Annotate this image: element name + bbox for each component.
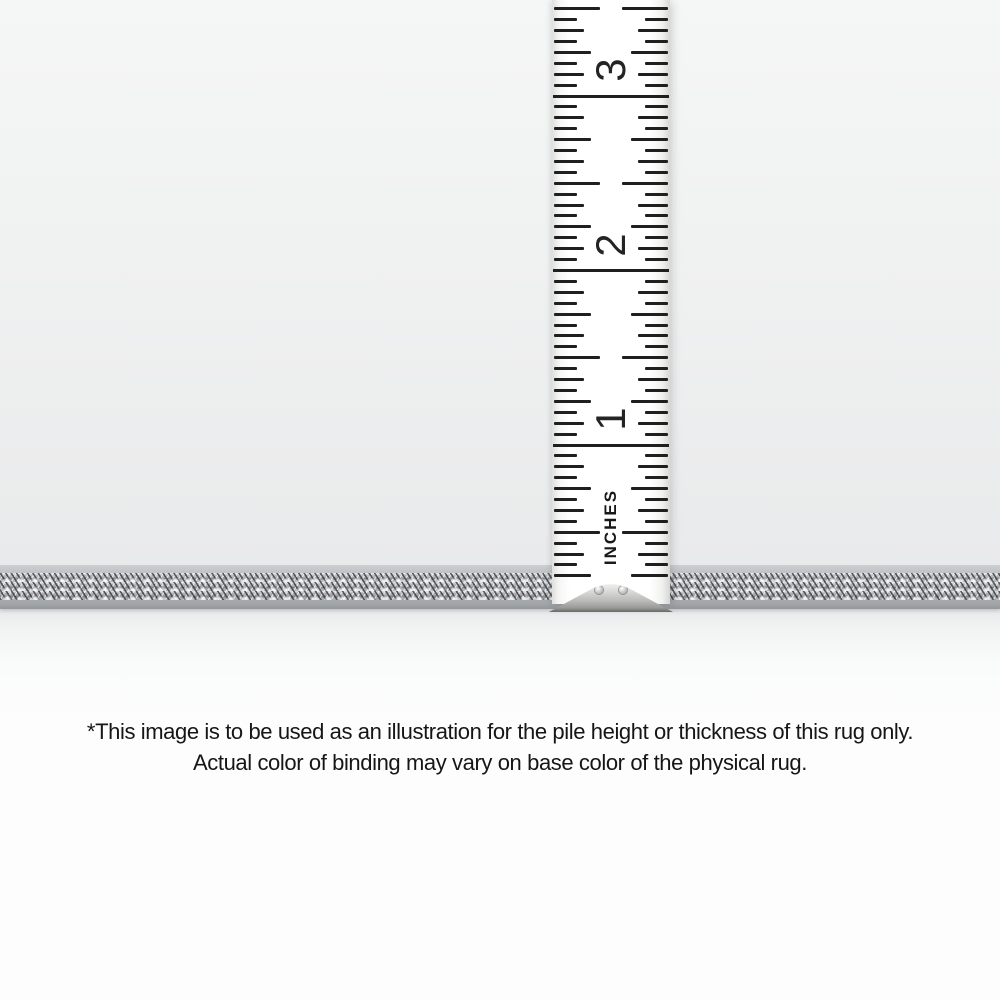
tick-mark	[638, 116, 668, 119]
tick-mark	[631, 313, 668, 316]
tick-mark	[554, 542, 577, 545]
tick-mark	[554, 487, 591, 490]
tick-mark	[645, 40, 668, 43]
tick-mark	[554, 531, 600, 534]
tick-mark	[638, 160, 668, 163]
tick-mark	[638, 29, 668, 32]
tick-mark	[645, 345, 668, 348]
tick-mark	[645, 411, 668, 414]
tick-mark	[554, 7, 600, 10]
tick-mark	[554, 171, 577, 174]
tick-mark	[631, 400, 668, 403]
tick-mark	[645, 258, 668, 261]
tick-mark	[622, 7, 668, 10]
rivet-icon	[619, 586, 627, 594]
rug-bottom-edge	[0, 599, 1000, 609]
tick-mark	[554, 356, 600, 359]
tick-mark	[554, 411, 577, 414]
tick-mark	[638, 553, 668, 556]
tick-mark	[554, 105, 577, 108]
tick-mark	[645, 171, 668, 174]
tick-mark	[554, 18, 577, 21]
tick-mark	[554, 247, 584, 250]
tick-mark	[554, 149, 577, 152]
tick-mark	[638, 422, 668, 425]
tick-mark	[645, 520, 668, 523]
disclaimer-line-2: Actual color of binding may vary on base color of the physical rug.	[193, 750, 807, 775]
tick-mark	[638, 465, 668, 468]
tick-mark	[554, 116, 584, 119]
tick-mark	[554, 454, 577, 457]
tick-mark	[554, 465, 584, 468]
tick-mark	[554, 389, 577, 392]
tick-mark	[638, 378, 668, 381]
tick-mark	[645, 542, 668, 545]
background-lower	[0, 609, 1000, 1000]
tick-mark	[645, 280, 668, 283]
tick-mark	[554, 378, 584, 381]
tick-mark	[554, 433, 577, 436]
tick-mark	[631, 574, 668, 577]
tick-mark	[638, 291, 668, 294]
inch-line	[553, 444, 669, 447]
tick-mark	[631, 487, 668, 490]
rug-strip	[0, 565, 1000, 609]
tick-mark	[554, 258, 577, 261]
tick-mark	[638, 73, 668, 76]
tick-mark	[645, 149, 668, 152]
tick-mark	[638, 204, 668, 207]
inches-label: INCHES	[601, 488, 620, 566]
tick-mark	[554, 182, 600, 185]
tick-mark	[554, 204, 584, 207]
tick-mark	[622, 182, 668, 185]
tick-mark	[631, 51, 668, 54]
tick-mark	[645, 302, 668, 305]
tick-mark	[554, 302, 577, 305]
disclaimer-text	[0, 716, 1000, 778]
tick-mark	[645, 324, 668, 327]
tick-mark	[638, 509, 668, 512]
tick-mark	[645, 236, 668, 239]
rivet-icon	[595, 586, 603, 594]
tick-mark	[638, 334, 668, 337]
tick-mark	[554, 367, 577, 370]
tick-mark	[554, 29, 584, 32]
tick-mark	[554, 422, 584, 425]
tick-mark	[645, 389, 668, 392]
tick-mark	[554, 520, 577, 523]
inch-number: 3	[587, 58, 634, 82]
tick-mark	[645, 105, 668, 108]
tick-mark	[554, 291, 584, 294]
tick-mark	[554, 40, 577, 43]
tick-mark	[645, 563, 668, 566]
inch-line	[553, 269, 669, 272]
tick-mark	[554, 280, 577, 283]
tick-mark	[554, 345, 577, 348]
tick-mark	[645, 476, 668, 479]
tick-mark	[645, 367, 668, 370]
tick-mark	[554, 225, 591, 228]
tick-mark	[645, 193, 668, 196]
tick-mark	[638, 247, 668, 250]
tick-mark	[645, 84, 668, 87]
tick-mark	[554, 84, 577, 87]
tick-mark	[631, 138, 668, 141]
tick-mark	[554, 509, 584, 512]
tick-mark	[554, 160, 584, 163]
inch-number: 2	[587, 232, 634, 257]
tick-mark	[554, 62, 577, 65]
tick-mark	[622, 531, 668, 534]
tick-mark	[645, 214, 668, 217]
disclaimer-line-1: *This image is to be used as an illustration for the pile height or thickness of this rug only.	[86, 719, 914, 744]
tick-mark	[554, 313, 591, 316]
tick-mark	[554, 138, 591, 141]
tick-mark	[554, 193, 577, 196]
inch-number: 1	[587, 407, 634, 431]
tick-mark	[554, 127, 577, 130]
tick-mark	[554, 498, 577, 501]
measuring-tape	[552, 0, 670, 604]
tick-mark	[554, 73, 584, 76]
tick-mark	[554, 214, 577, 217]
tick-mark	[554, 51, 591, 54]
tick-mark	[554, 400, 591, 403]
rug-weave-texture	[0, 573, 1000, 600]
inch-line	[553, 95, 669, 98]
tick-mark	[554, 236, 577, 239]
tick-mark	[622, 356, 668, 359]
tick-mark	[645, 127, 668, 130]
tick-mark	[631, 225, 668, 228]
tick-mark	[554, 574, 591, 577]
tick-mark	[554, 476, 577, 479]
tick-mark	[645, 454, 668, 457]
tick-mark	[645, 62, 668, 65]
tick-mark	[554, 324, 577, 327]
tick-mark	[554, 334, 584, 337]
tick-mark	[554, 553, 584, 556]
tick-mark	[645, 18, 668, 21]
tick-mark	[554, 563, 577, 566]
tick-mark	[645, 433, 668, 436]
tick-mark	[645, 498, 668, 501]
